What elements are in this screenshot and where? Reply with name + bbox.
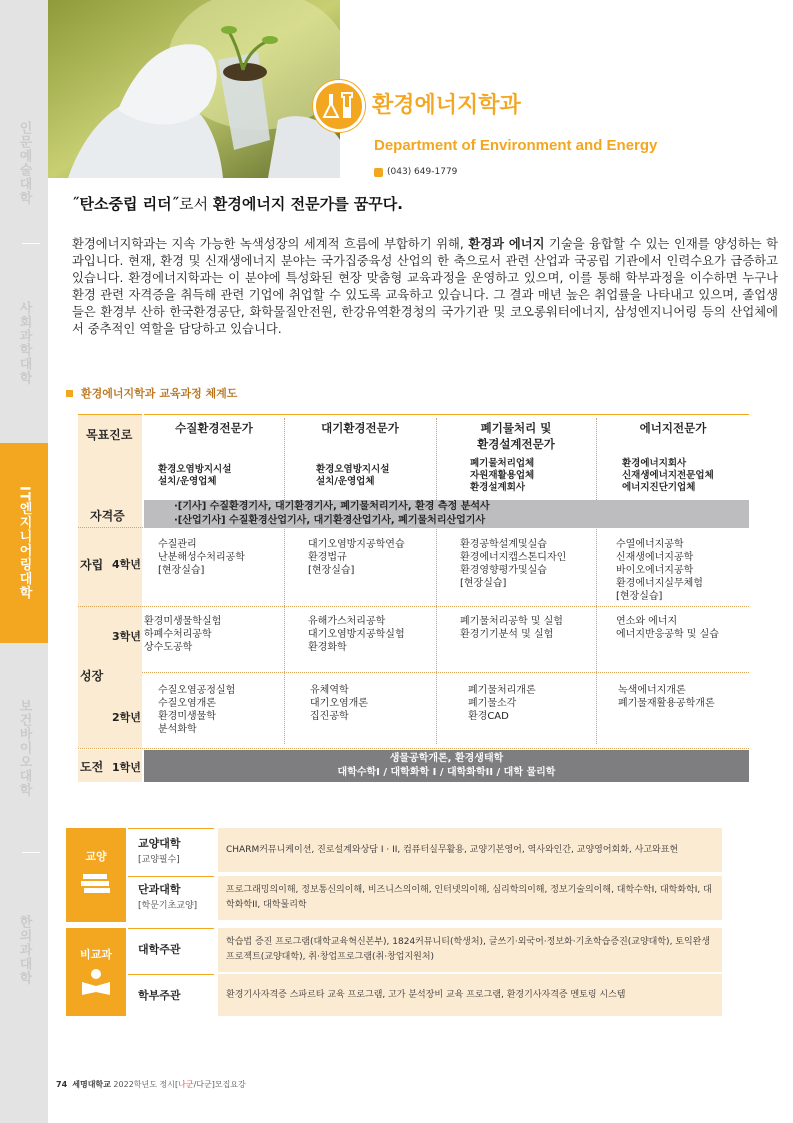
course-list: 환경공학설계및실습 환경에너지캡스톤디자인 환경영향평가및실습 [현장실습] xyxy=(460,539,567,589)
course-list: 폐기물처리개론 폐기물소각 환경CAD xyxy=(468,685,536,722)
course-list: 유해가스처리공학 대기오염방지공학실험 환경화학 xyxy=(308,616,405,653)
intro-paragraph: 환경에너지학과는 지속 가능한 녹색성장의 세계적 흐름에 부합하기 위해, 환경과 에너지 기술을 융합할 수 있는 인재를 양성하는 학과입니다. 현재, 환경 및 신재생에너지 분야는 국가집중육성 산업의 한 축으로서 관련 산업과 국공립 기관에서 인력수요가 급증하고 있습니다. 환경에너지학과는 이 분야에 특성화된 현장 맞춤형 교육과정을 운영하고 있으며, 이를 통해 학부과정을 이수하면 누구나 환경 관련 자격증을 취득해 관련 기업에 취업할 수 있도록 교육하고 있습니다. 그 결과 매년 높은 취업률을 나타내고 있으며, 졸업생들은 환경부 산하 한국환경공단, 화학물질안전원, 한강유역환경청의 국가기관 및 코오롱워터에너지, 삼성엔지니어링 등의 산업체에서 중추적인 역할을 담당하고 있습니다. xyxy=(72,237,778,336)
department-subtitle: Department of Environment and Energy xyxy=(374,137,658,154)
course-list: 환경미생물학실험 하폐수처리공학 상수도공학 xyxy=(144,616,222,653)
course-list: 수질오염공정실험 수질오염개론 환경미생물학 분석화학 xyxy=(158,685,236,735)
course-list: 유체역학 대기오염개론 집진공학 xyxy=(310,685,368,722)
side-tab-humanities[interactable]: 인문예술대학 xyxy=(16,120,32,205)
side-tab-health-bio[interactable]: 보건바이오대학 xyxy=(16,699,32,797)
column-head-water: 수질환경전문가 xyxy=(175,421,253,435)
row-content: 프로그래밍의이해, 정보통신의이해, 비즈니스의이해, 인터넷의이해, 심리학의이해, 정보기술의이해, 대학수학I, 대학화학I, 대학화학II, 대학물리학 xyxy=(218,876,722,920)
phone-number: (043) 649-1779 xyxy=(374,167,457,177)
row-content: CHARM커뮤니케이션, 진로설계와상담 I · II, 컴퓨터실무활용, 교양기본영어, 역사와인간, 교양영어회화, 사고와표현 xyxy=(218,828,722,872)
target-org-water: 환경오염방지시설 설치/운영업체 xyxy=(158,464,232,487)
row-label-department-hosted: 학부주관 xyxy=(138,989,181,1002)
row-label-independence: 자립 xyxy=(80,558,104,572)
curriculum-table xyxy=(78,414,749,809)
row-label-y3: 3학년 xyxy=(112,630,141,643)
column-head-air: 대기환경전문가 xyxy=(321,421,399,435)
target-org-air: 환경오염방지시설 설치/운영업체 xyxy=(316,464,390,487)
row-content: 학습법 증진 프로그램(대학교육혁신본부), 1824커뮤니티(학생처), 글쓰기·외국어·정보화·기초학습증진(교양대학), 토익완생프로젝트(교양대학), 취·창업프로그램(취·창업지원처) xyxy=(218,928,722,972)
group-liberal-arts: 교양 xyxy=(66,828,126,922)
row-label-y2: 2학년 xyxy=(112,711,141,724)
side-tab-oriental-medicine[interactable]: 한의과대학 xyxy=(16,915,32,985)
freshman-courses: 생물공학개론, 환경생태학 대학수학I / 대학화학 I / 대학화학II / 대학 물리학 xyxy=(337,753,556,778)
row-label-license: 자격증 xyxy=(90,509,125,523)
target-org-waste: 폐기물처리업체 자원재활용업체 환경설계회사 xyxy=(470,458,535,493)
row-label-university-hosted: 대학주관 xyxy=(138,943,181,956)
course-list: 수열에너지공학 신재생에너지공학 바이오에너지공학 환경에너지실무체험 [현장실습] xyxy=(616,539,703,602)
row-label-goal: 목표진로 xyxy=(86,428,133,442)
department-title: 환경에너지학과 xyxy=(372,93,521,118)
course-list: 연소와 에너지 에너지반응공학 및 실습 xyxy=(616,616,719,640)
course-list: 폐기물처리공학 및 실험 환경기기분석 및 실험 xyxy=(460,616,563,640)
curriculum-section-title: 환경에너지학과 교육과정 체계도 xyxy=(66,385,237,401)
tab-divider xyxy=(22,852,40,853)
row-label-y1: 1학년 xyxy=(112,761,141,774)
header-photo xyxy=(48,0,340,178)
row-label-challenge: 도전 xyxy=(80,760,104,774)
flask-icon xyxy=(313,80,365,132)
bullet-square-icon xyxy=(66,390,73,397)
group-extracurricular: 비교과 xyxy=(66,928,126,1016)
books-icon xyxy=(80,872,112,898)
row-label-growth: 성장 xyxy=(80,669,104,683)
side-tab-it-engineering[interactable]: IT엔지니어링대학 xyxy=(0,443,48,643)
side-tab-social-science[interactable]: 사회과학대학 xyxy=(16,300,32,385)
license-list: ·[기사] 수질환경기사, 대기환경기사, 폐기물처리기사, 환경 측정 분석사 ·[산업기사] 수질환경산업기사, 대기환경산업기사, 폐기물처리산업기사 xyxy=(174,501,490,526)
course-list: 수질관리 난분해성수처리공학 [현장실습] xyxy=(158,539,245,576)
row-content: 환경기사자격증 스파르타 교육 프로그램, 고가 분석장비 교육 프로그램, 환경기사자격증 멘토링 시스템 xyxy=(218,974,722,1016)
row-label-y4: 4학년 xyxy=(112,558,141,571)
tab-divider xyxy=(22,243,40,244)
course-list: 녹색에너지개론 폐기물재활용공학개론 xyxy=(618,685,715,709)
column-head-waste: 폐기물처리 및 환경설계전문가 xyxy=(477,421,555,451)
reader-icon xyxy=(80,968,112,996)
row-label-general-college: 교양대학 [교양필수] xyxy=(138,837,181,865)
course-list: 대기오염방지공학연습 환경법규 [현장실습] xyxy=(308,539,405,576)
target-org-energy: 환경에너지회사 신재생에너지전문업체 에너지진단기업체 xyxy=(622,458,714,493)
row-label-department-college: 단과대학 [학문기초교양] xyxy=(138,883,198,911)
page-footer: 74 세명대학교 2022학년도 정시[나군/다군]모집요강 xyxy=(56,1080,246,1089)
phone-icon xyxy=(374,168,383,177)
column-head-energy: 에너지전문가 xyxy=(639,421,707,435)
headline: ˝탄소중립 리더˝로서 환경에너지 전문가를 꿈꾸다. xyxy=(72,195,403,213)
